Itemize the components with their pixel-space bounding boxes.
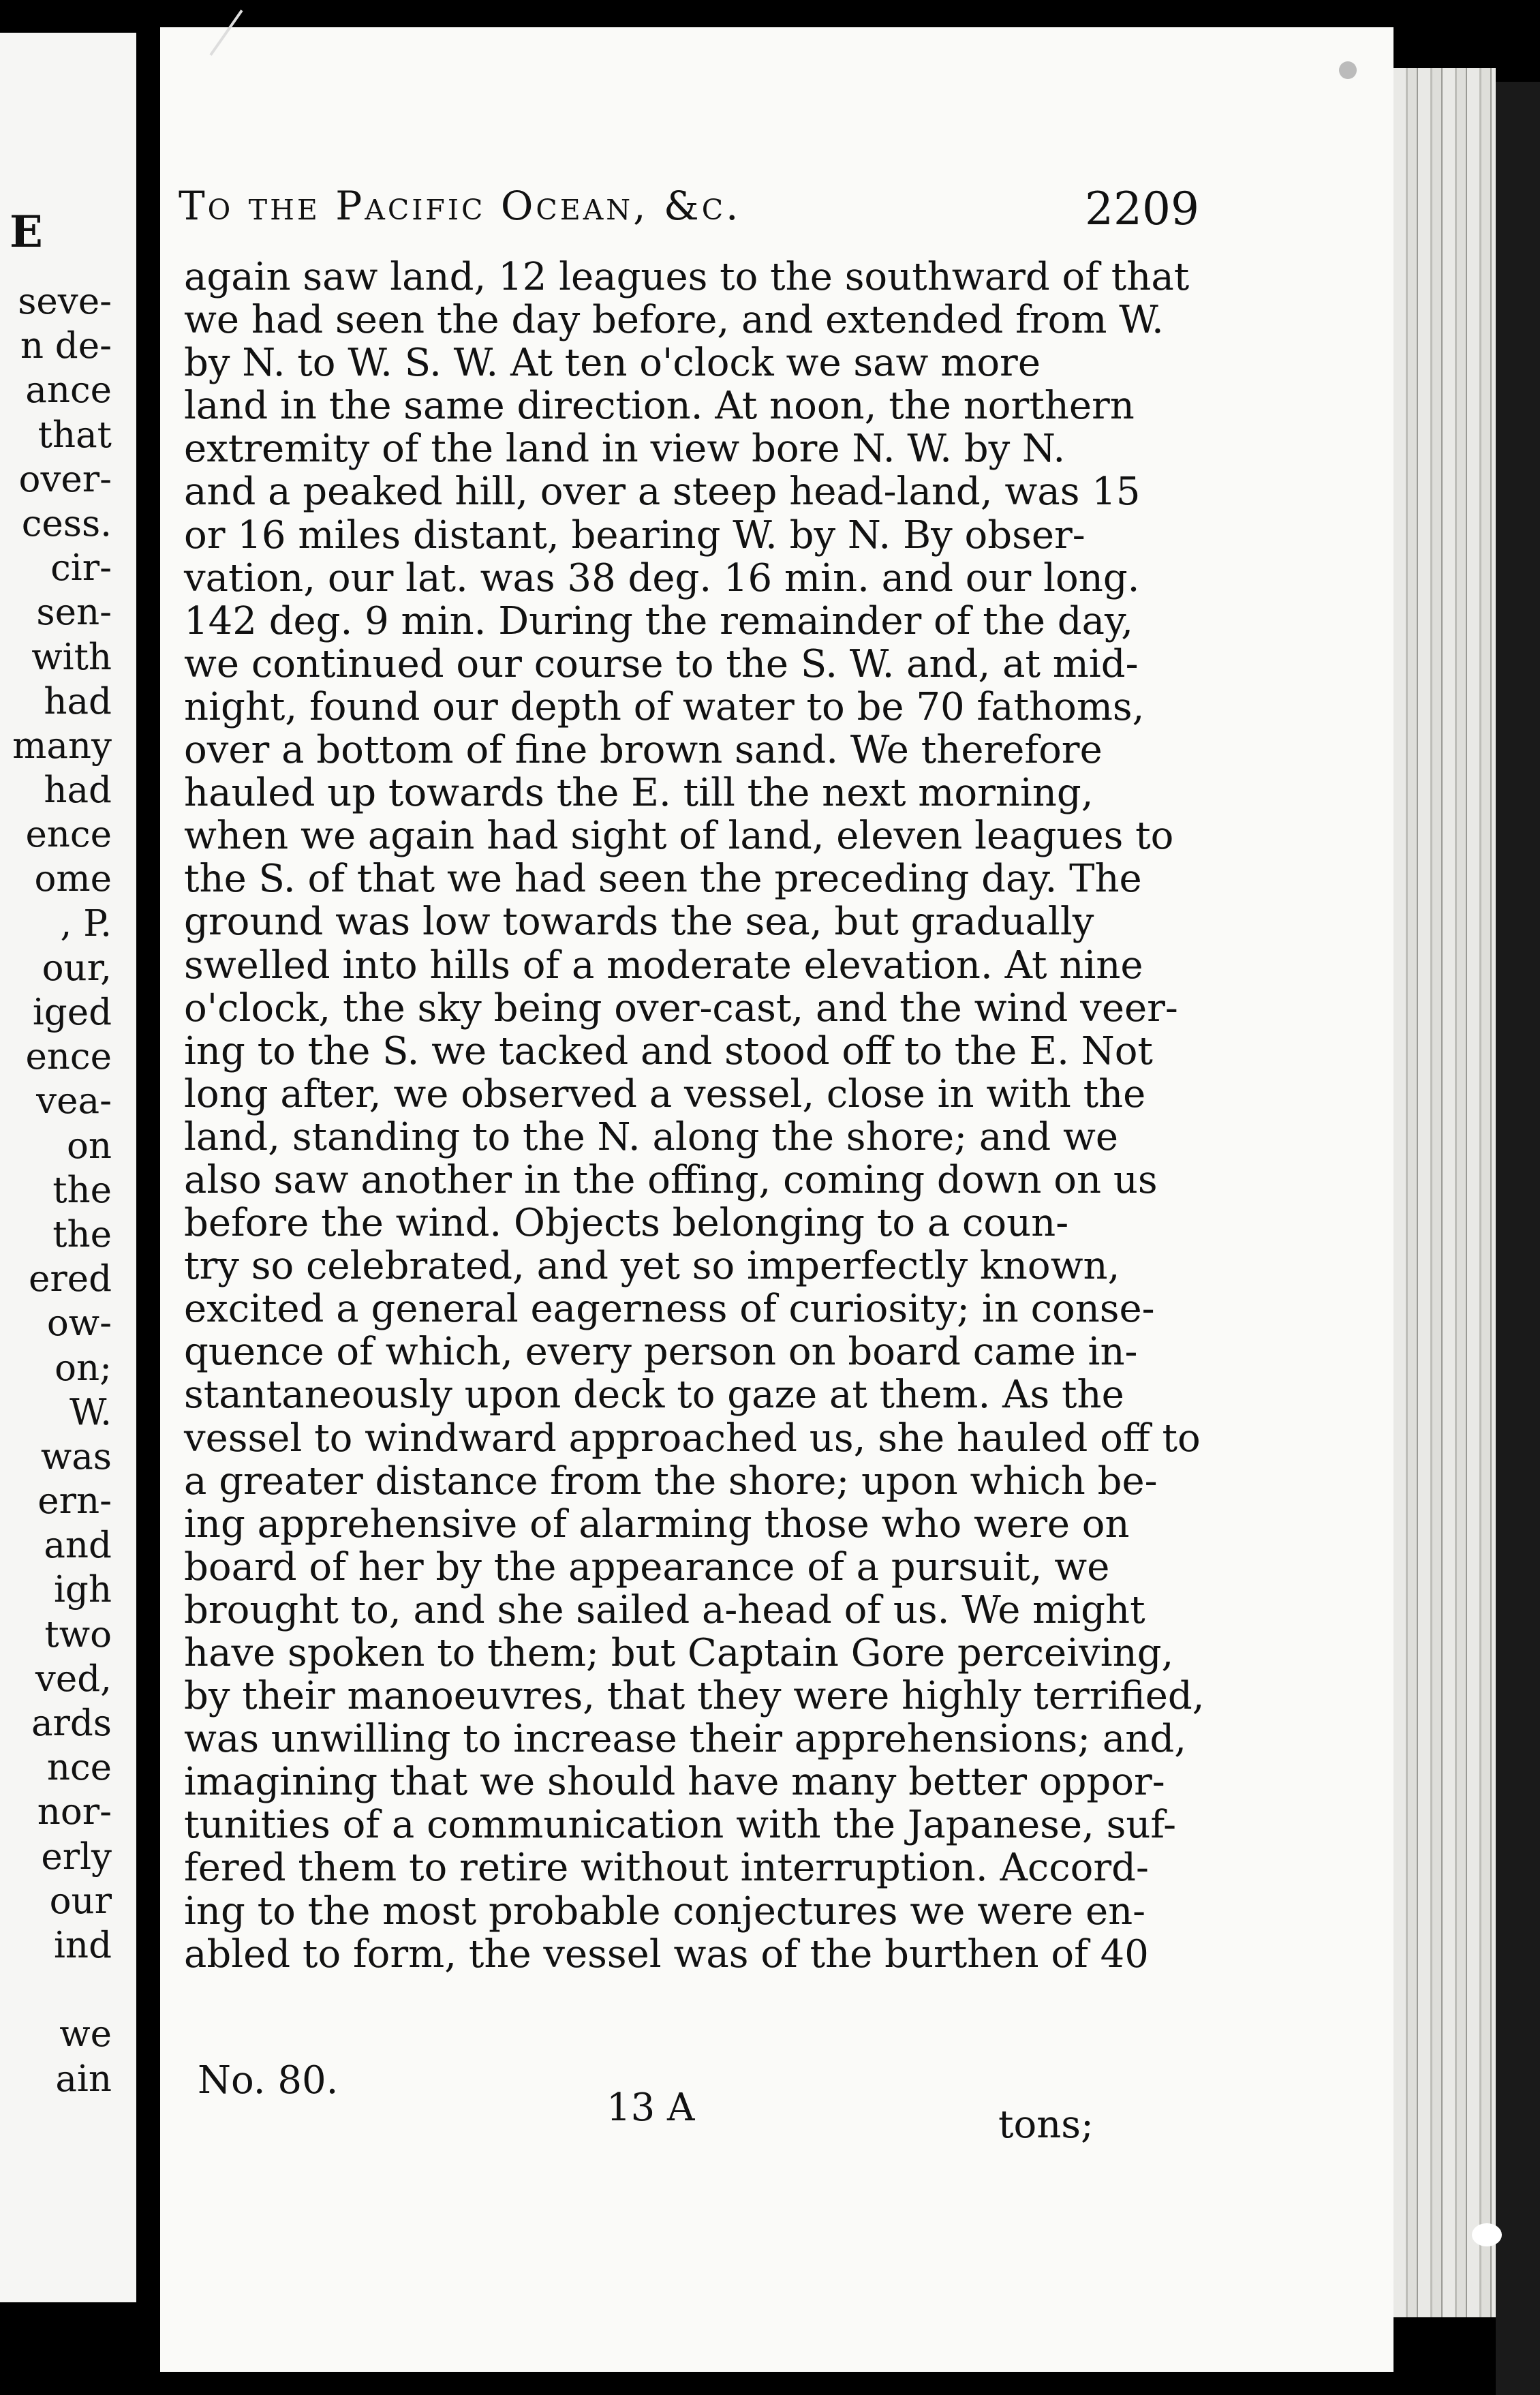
facing-page-line-fragment: ved, — [35, 1658, 112, 1700]
facing-page-line-fragment: ance — [25, 369, 112, 412]
facing-page-line-fragment: ards — [31, 1703, 112, 1744]
footer-number-label: No. 80. — [198, 2058, 339, 2103]
facing-page-fragment — [0, 33, 136, 2302]
facing-page-line-fragment: ence — [25, 814, 112, 856]
text-line: we had seen the day before, and extended from W. — [184, 298, 1164, 343]
facing-page-line-fragment: seve- — [18, 281, 112, 322]
text-line: vessel to windward approached us, she hauled off to — [184, 1416, 1201, 1461]
facing-page-line-fragment: two — [44, 1613, 112, 1656]
text-line: fered them to retire without interruption. Accord- — [184, 1846, 1149, 1891]
text-line: by N. to W. S. W. At ten o'clock we saw more — [184, 341, 1041, 386]
facing-page-header-letter: E — [10, 207, 43, 258]
text-line: ing to the S. we tacked and stood off to the E. Not — [184, 1028, 1153, 1073]
running-header — [179, 183, 1201, 235]
catchword: tons; — [998, 2103, 1094, 2147]
text-line: stantaneously upon deck to gaze at them. As the — [184, 1373, 1124, 1418]
facing-page-line-fragment: and — [44, 1525, 112, 1567]
facing-page-line-fragment: ain — [55, 2058, 112, 2100]
facing-page-line-fragment: the — [52, 1213, 112, 1255]
text-line: hauled up towards the E. till the next morning, — [184, 771, 1094, 816]
text-line: tunities of a communication with the Japanese, suf- — [184, 1803, 1177, 1848]
text-line: when we again had sight of land, eleven leagues to — [184, 814, 1174, 859]
facing-page-text-column — [12, 279, 112, 2101]
facing-page-line-fragment: had — [44, 680, 112, 722]
body-text — [184, 255, 1205, 1977]
margin-mark — [1472, 2223, 1502, 2246]
facing-page-line-fragment: ered — [29, 1258, 112, 1300]
text-line: we continued our course to the S. W. and, at mid- — [184, 641, 1139, 686]
text-line: by their manoeuvres, that they were highly terrified, — [184, 1674, 1205, 1719]
text-line: also saw another in the offing, coming down on us — [184, 1157, 1158, 1202]
text-line: land in the same direction. At noon, the northern — [184, 384, 1135, 429]
facing-page-line-fragment: vea- — [36, 1080, 112, 1123]
facing-page-line-fragment: on; — [55, 1347, 112, 1389]
text-line: quence of which, every person on board came in- — [184, 1330, 1138, 1375]
text-line: abled to form, the vessel was of the burthen of 40 — [184, 1932, 1149, 1977]
facing-page-line-fragment: ence — [25, 1036, 112, 1078]
text-line: swelled into hills of a moderate elevation. At nine — [184, 943, 1143, 988]
text-line: was unwilling to increase their apprehensions; and, — [184, 1717, 1187, 1762]
text-line: ing to the most probable conjectures we were en- — [184, 1889, 1146, 1934]
facing-page-line-fragment: iged — [32, 992, 112, 1033]
facing-page-line-fragment: nce — [46, 1747, 112, 1789]
facing-page-line-fragment: ern- — [37, 1480, 112, 1523]
facing-page-line-fragment: W. — [69, 1391, 112, 1433]
facing-page-line-fragment: the — [52, 1169, 112, 1211]
facing-page-line-fragment: n de- — [20, 325, 112, 367]
facing-page-line-fragment: , P. — [60, 902, 112, 945]
facing-page-line-fragment — [12, 1968, 112, 2012]
facing-page-line-fragment: our, — [42, 947, 112, 989]
text-line: long after, we observed a vessel, close in with the — [184, 1071, 1146, 1116]
facing-page-line-fragment: with — [31, 636, 112, 678]
facing-page-line-fragment: ind — [53, 1924, 112, 1966]
text-line: again saw land, 12 leagues to the southward of that — [184, 255, 1190, 299]
text-line: or 16 miles distant, bearing W. by N. By obser- — [184, 513, 1085, 558]
text-line: have spoken to them; but Captain Gore perceiving, — [184, 1631, 1174, 1675]
text-line: extremity of the land in view bore N. W. by N. — [184, 427, 1066, 472]
running-title: To the Pacific Ocean, &c. — [179, 183, 741, 229]
text-line: land, standing to the N. along the shore; and we — [184, 1114, 1119, 1159]
facing-page-line-fragment: ome — [34, 858, 112, 900]
text-line: o'clock, the sky being over-cast, and the wind veer- — [184, 986, 1178, 1031]
text-line: a greater distance from the shore; upon which be- — [184, 1459, 1158, 1504]
facing-page-line-fragment: was — [40, 1435, 112, 1478]
text-line: excited a general eagerness of curiosity; in conse- — [184, 1287, 1155, 1332]
text-line: before the wind. Objects belonging to a coun- — [184, 1201, 1069, 1246]
signature-mark: 13 A — [606, 2086, 695, 2130]
text-line: try so celebrated, and yet so imperfectly known, — [184, 1244, 1120, 1289]
text-line: the S. of that we had seen the preceding day. The — [184, 857, 1142, 902]
text-line: board of her by the appearance of a pursuit, we — [184, 1544, 1110, 1589]
text-line: night, found our depth of water to be 70 fathoms, — [184, 684, 1145, 729]
facing-page-line-fragment: our — [49, 1880, 112, 1922]
text-line: vation, our lat. was 38 deg. 16 min. and our long. — [184, 555, 1140, 600]
facing-page-line-fragment: many — [12, 724, 112, 767]
book-binding-shadow — [1496, 82, 1540, 2395]
page-number: 2209 — [1085, 183, 1199, 235]
facing-page-line-fragment: ow- — [46, 1302, 112, 1345]
facing-page-line-fragment: had — [44, 769, 112, 812]
text-line: brought to, and she sailed a-head of us. We might — [184, 1587, 1145, 1632]
facing-page-line-fragment: igh — [53, 1569, 112, 1611]
facing-page-line-fragment: cir- — [50, 547, 112, 590]
text-line: 142 deg. 9 min. During the remainder of the day, — [184, 598, 1134, 643]
text-line: ground was low towards the sea, but gradually — [184, 900, 1094, 945]
text-line: imagining that we should have many better oppor- — [184, 1760, 1165, 1805]
facing-page-line-fragment: that — [37, 414, 112, 456]
facing-page-line-fragment: on — [66, 1125, 112, 1167]
facing-page-line-fragment: nor- — [37, 1791, 112, 1833]
text-line: and a peaked hill, over a steep head-land, was 15 — [184, 470, 1141, 515]
facing-page-line-fragment: sen- — [36, 592, 112, 634]
page-edges — [1393, 68, 1496, 2317]
facing-page-line-fragment: over- — [18, 458, 112, 500]
text-line: over a bottom of fine brown sand. We therefore — [184, 728, 1103, 773]
facing-page-line-fragment: erly — [41, 1835, 112, 1878]
facing-page-line-fragment: we — [59, 2013, 112, 2056]
facing-page-line-fragment: cess. — [21, 502, 112, 545]
margin-mark — [1339, 61, 1357, 79]
text-line: ing apprehensive of alarming those who were on — [184, 1501, 1130, 1546]
